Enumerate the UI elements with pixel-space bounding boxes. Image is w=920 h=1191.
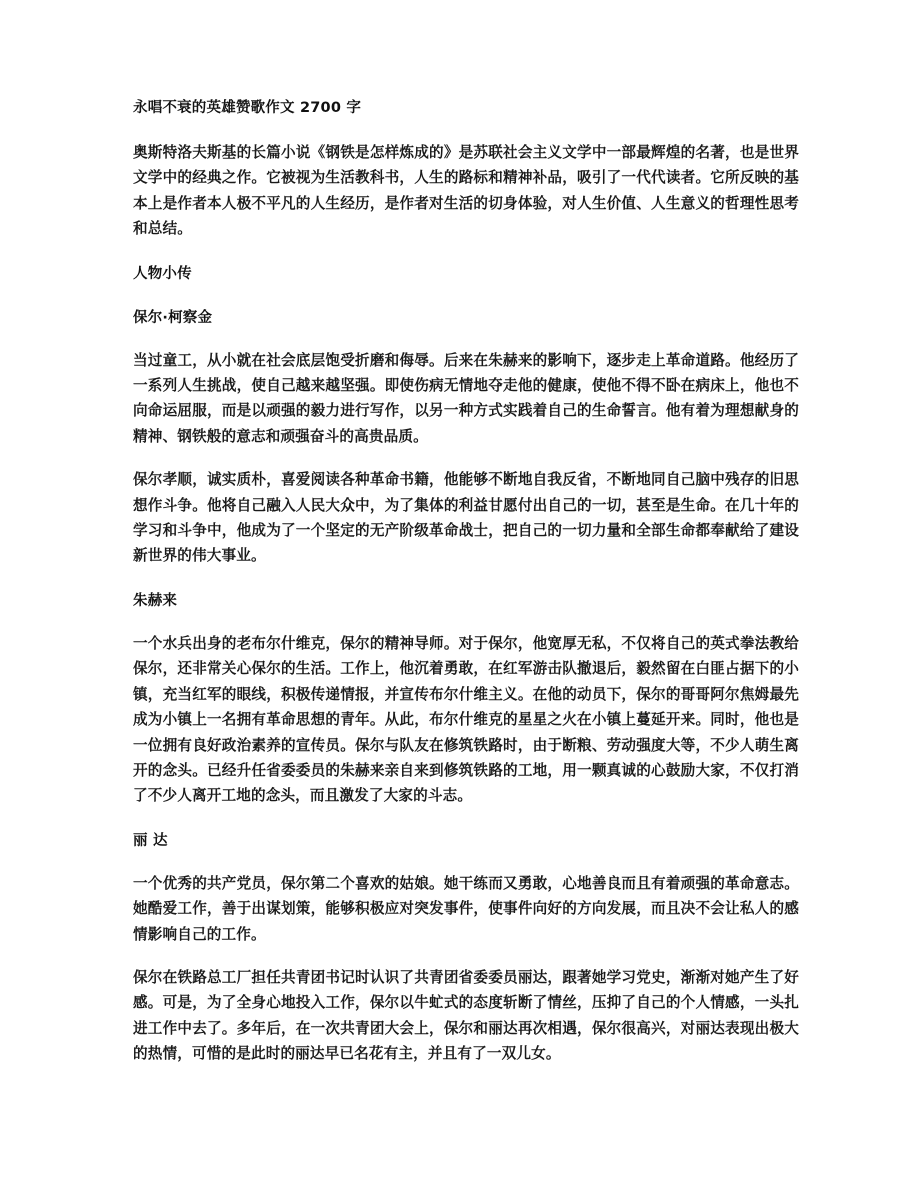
zhuhelai-paragraph-1: 一个水兵出身的老布尔什维克，保尔的精神导师。对于保尔，他宽厚无私，不仅将自己的英式拳法教给保尔，还非常关心保尔的生活。工作上，他沉着勇敢，在红军游击队撤退后，毅然留在白匪占据下的小镇，充当红军的眼线，积极传递情报，并宣传布尔什维主义。在他的动员下，保尔的哥哥阿尔焦姆最先成为小镇上一名拥有革命思想的青年。从此，布尔什维克的星星之火在小镇上蔓延开来。同时，他也是一位拥有良好政治素养的宣传员。保尔与队友在修筑铁路时，由于断粮、劳动强度大等，不少人萌生离开的念头。已经升任省委委员的朱赫来亲自来到修筑铁路的工地，用一颗真诚的心鼓励大家，不仅打消了不少人离开工地的念头，而且激发了大家的斗志。 bbox=[133, 634, 799, 805]
pavel-paragraph-2: 保尔孝顺，诚实质朴，喜爱阅读各种革命书籍，他能够不断地自我反省，不断地同自己脑中残存的旧思想作斗争。他将自己融入人民大众中，为了集体的利益甘愿付出自己的一切，甚至是生命。在几十年的学习和斗争中，他成为了一个坚定的无产阶级革命战士，把自己的一切力量和全部生命都奉献给了建设新世界的伟大事业。 bbox=[133, 471, 799, 565]
heading-lida: 丽 达 bbox=[133, 832, 168, 849]
heading-character-profiles: 人物小传 bbox=[133, 265, 192, 282]
intro-paragraph: 奥斯特洛夫斯基的长篇小说《钢铁是怎样炼成的》是苏联社会主义文学中一部最辉煌的名著，也是世界文学中的经典之作。它被视为生活教科书，人生的路标和精神补品，吸引了一代代读者。它所反映的基本上是作者本人极不平凡的人生经历，是作者对生活的切身体验，对人生价值、人生意义的哲理性思考和总结。 bbox=[133, 144, 799, 238]
heading-zhuhelai: 朱赫来 bbox=[133, 592, 178, 609]
lida-paragraph-1: 一个优秀的共产党员，保尔第二个喜欢的姑娘。她干练而又勇敢，心地善良而且有着顽强的革命意志。她酷爱工作，善于出谋划策，能够积极应对突发事件，使事件向好的方向发展，而且决不会让私人的感情影响自己的工作。 bbox=[133, 874, 799, 943]
document-body bbox=[133, 140, 799, 1067]
pavel-paragraph-1: 当过童工，从小就在社会底层饱受折磨和侮辱。后来在朱赫来的影响下，逐步走上革命道路。他经历了一系列人生挑战，使自己越来越坚强。即使伤病无情地夺走他的健康，使他不得不卧在病床上，他也不向命运屈服，而是以顽强的毅力进行写作，以另一种方式实践着自己的生命誓言。他有着为理想献身的精神、钢铁般的意志和顽强奋斗的高贵品质。 bbox=[133, 351, 799, 445]
heading-pavel-korchagin: 保尔·柯察金 bbox=[133, 309, 213, 326]
page-title: 永唱不衰的英雄赞歌作文 2700 字 bbox=[133, 100, 362, 116]
lida-paragraph-2: 保尔在铁路总工厂担任共青团书记时认识了共青团省委委员丽达，跟著她学习党史，渐渐对她产生了好感。可是，为了全身心地投入工作，保尔以牛虻式的态度斩断了情丝，压抑了自己的个人情感，一头扎进工作中去了。多年后，在一次共青团大会上，保尔和丽达再次相遇，保尔很高兴，对丽达表现出极大的热情，可惜的是此时的丽达早已名花有主，并且有了一双儿女。 bbox=[133, 968, 799, 1063]
